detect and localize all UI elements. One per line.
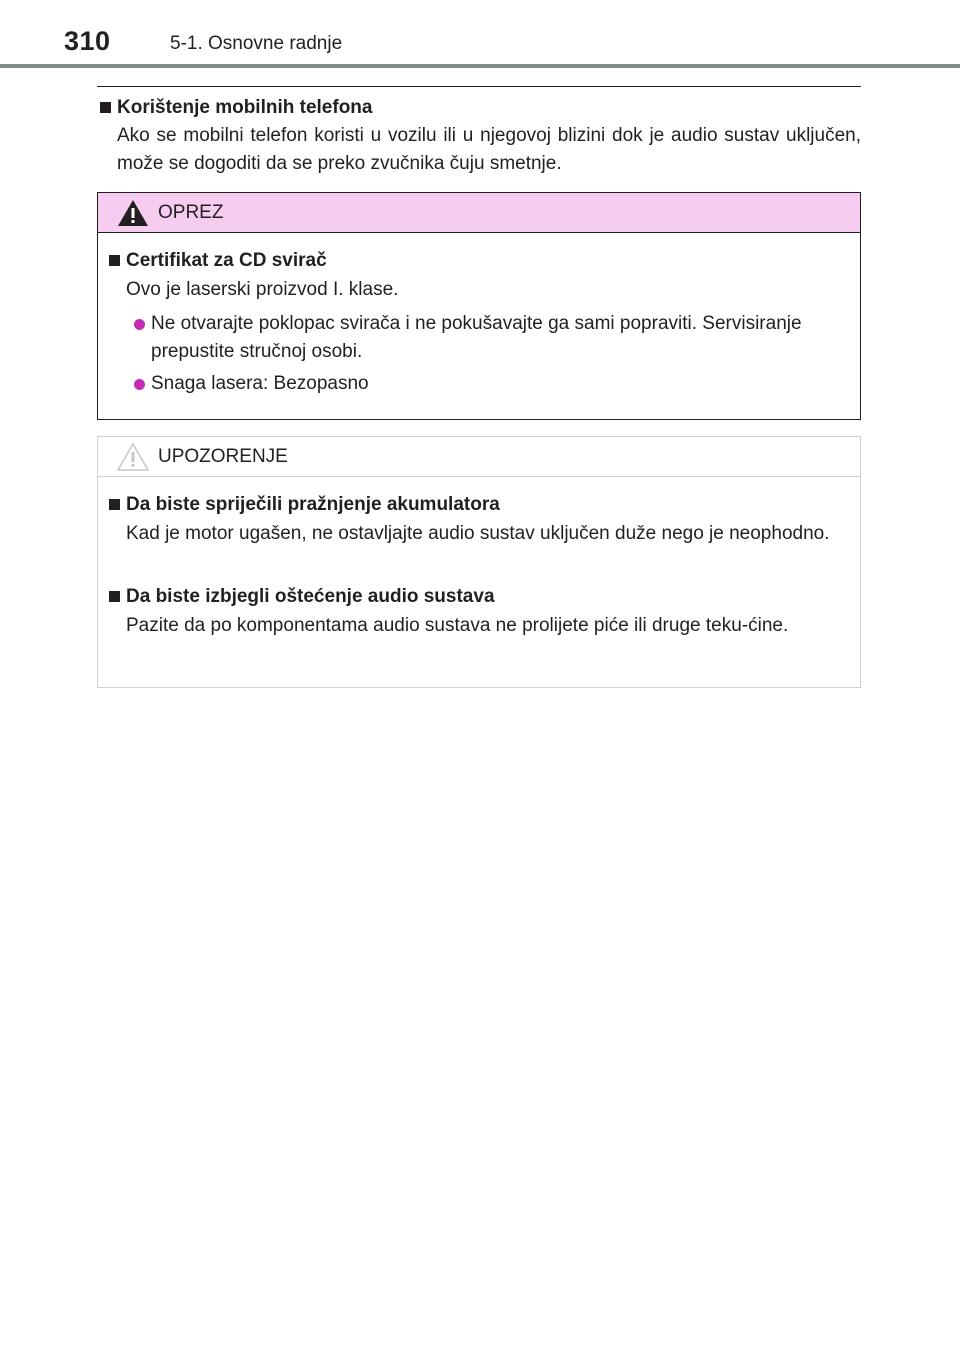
square-bullet-icon	[109, 499, 120, 510]
battery-heading-text: Da biste spriječili pražnjenje akumulatora	[126, 494, 500, 515]
caution-box-header	[98, 193, 860, 233]
mobile-phone-heading	[97, 96, 861, 120]
damage-heading	[106, 585, 852, 609]
damage-body: Pazite da po komponentama audio sustava ne prolijete piće ili druge teku-ćine.	[126, 615, 789, 636]
cd-certificate-heading	[106, 249, 852, 273]
damage-heading-text: Da biste izbjegli oštećenje audio sustava	[126, 586, 495, 607]
list-item-text: Ne otvarajte poklopac svirača i ne pokušavajte ga sami popraviti. Servisiranje prepustite stručnoj osobi.	[151, 313, 802, 362]
caution-item	[106, 249, 852, 398]
mobile-phone-section	[97, 96, 861, 178]
content-divider	[97, 86, 861, 87]
warning-label: UPOZORENJE	[158, 446, 288, 467]
list-item	[106, 310, 852, 366]
page-number: 310	[64, 26, 111, 56]
battery-heading	[106, 493, 852, 517]
warning-triangle-outline-icon	[116, 442, 150, 472]
square-bullet-icon	[100, 102, 111, 113]
warning-box-header	[98, 437, 860, 477]
warning-item-damage	[106, 585, 852, 640]
square-bullet-icon	[109, 591, 120, 602]
header-divider	[0, 64, 960, 68]
section-title: 5-1. Osnovne radnje	[170, 33, 343, 54]
warning-item-battery	[106, 493, 852, 548]
warning-triangle-filled-icon	[116, 198, 150, 228]
mobile-phone-heading-text: Korištenje mobilnih telefona	[117, 97, 373, 118]
battery-body: Kad je motor ugašen, ne ostavljajte audio sustav uključen duže nego je neophodno.	[126, 523, 830, 544]
cd-certificate-body: Ovo je laserski proizvod I. klase.	[126, 279, 399, 300]
caution-label: OPREZ	[158, 202, 224, 223]
round-bullet-icon	[134, 379, 145, 390]
list-item-text: Snaga lasera: Bezopasno	[151, 373, 369, 394]
warning-box	[97, 436, 861, 688]
cd-certificate-heading-text: Certifikat za CD svirač	[126, 250, 327, 271]
list-item	[106, 370, 852, 398]
page-header	[0, 0, 960, 68]
square-bullet-icon	[109, 255, 120, 266]
mobile-phone-body: Ako se mobilni telefon koristi u vozilu ili u njegovoj blizini dok je audio sustav uključen, može se dogoditi da se preko zvučnika čuju smetnje.	[117, 125, 861, 174]
round-bullet-icon	[134, 319, 145, 330]
caution-box	[97, 192, 861, 420]
